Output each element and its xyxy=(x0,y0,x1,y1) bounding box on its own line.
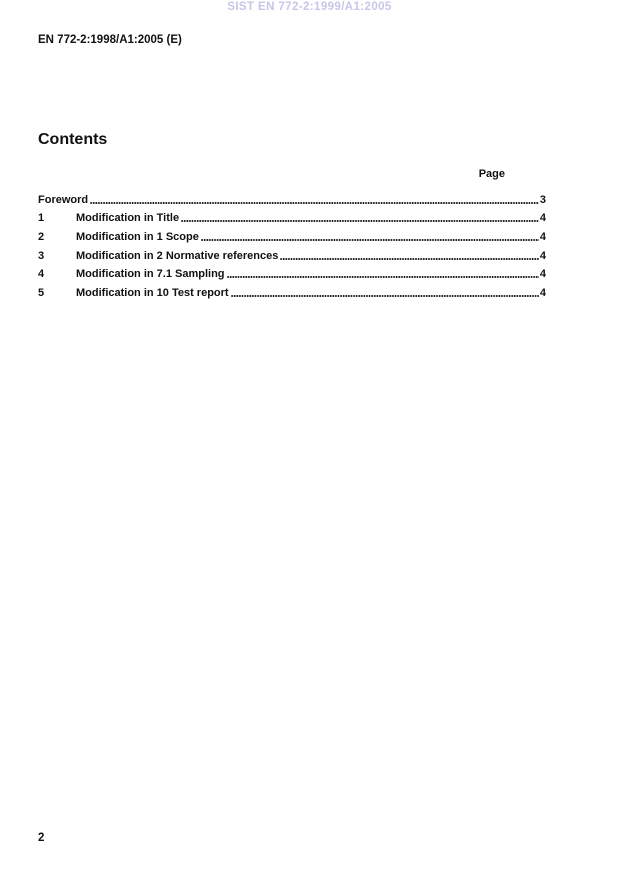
watermark: SIST EN 772-2:1999/A1:2005 xyxy=(227,1,392,13)
dot-leader xyxy=(227,276,539,278)
toc-entry xyxy=(38,188,546,207)
toc-entry xyxy=(38,207,546,226)
toc-entry-page: 4 xyxy=(539,231,546,244)
table-of-contents xyxy=(38,168,546,300)
dot-leader xyxy=(201,239,539,241)
toc-entry xyxy=(38,244,546,263)
toc-entry-number: 3 xyxy=(38,249,45,262)
toc-entry-page: 4 xyxy=(539,249,546,262)
toc-entry-page: 4 xyxy=(539,212,546,225)
toc-entry-number: 2 xyxy=(38,231,45,244)
toc-entry-page: 3 xyxy=(539,193,546,206)
toc-entry-title: Foreword xyxy=(38,193,89,206)
dot-leader xyxy=(280,258,539,260)
toc-entry-title: Modification in 1 Scope xyxy=(76,231,199,244)
toc-entry xyxy=(38,263,546,282)
toc-entry-title: Modification in 10 Test report xyxy=(76,287,229,300)
page-column-label: Page xyxy=(478,168,505,180)
toc-entry xyxy=(38,281,546,300)
toc-entry-page: 4 xyxy=(539,287,546,300)
dot-leader xyxy=(231,295,539,297)
contents-heading: Contents xyxy=(38,131,108,148)
toc-entry-title: Modification in Title xyxy=(76,212,180,225)
toc-entry-number: 5 xyxy=(38,287,45,300)
dot-leader xyxy=(181,220,539,222)
toc-entry-title: Modification in 7.1 Sampling xyxy=(76,268,225,281)
toc-entry xyxy=(38,225,546,244)
toc-entry-title: Modification in 2 Normative references xyxy=(76,249,279,262)
document-reference: EN 772-2:1998/A1:2005 (E) xyxy=(38,34,182,46)
toc-entry-number: 4 xyxy=(38,268,45,281)
toc-entry-number: 1 xyxy=(38,212,45,225)
toc-entry-page: 4 xyxy=(539,268,546,281)
page-number-footer: 2 xyxy=(38,832,45,844)
dot-leader xyxy=(90,202,539,204)
